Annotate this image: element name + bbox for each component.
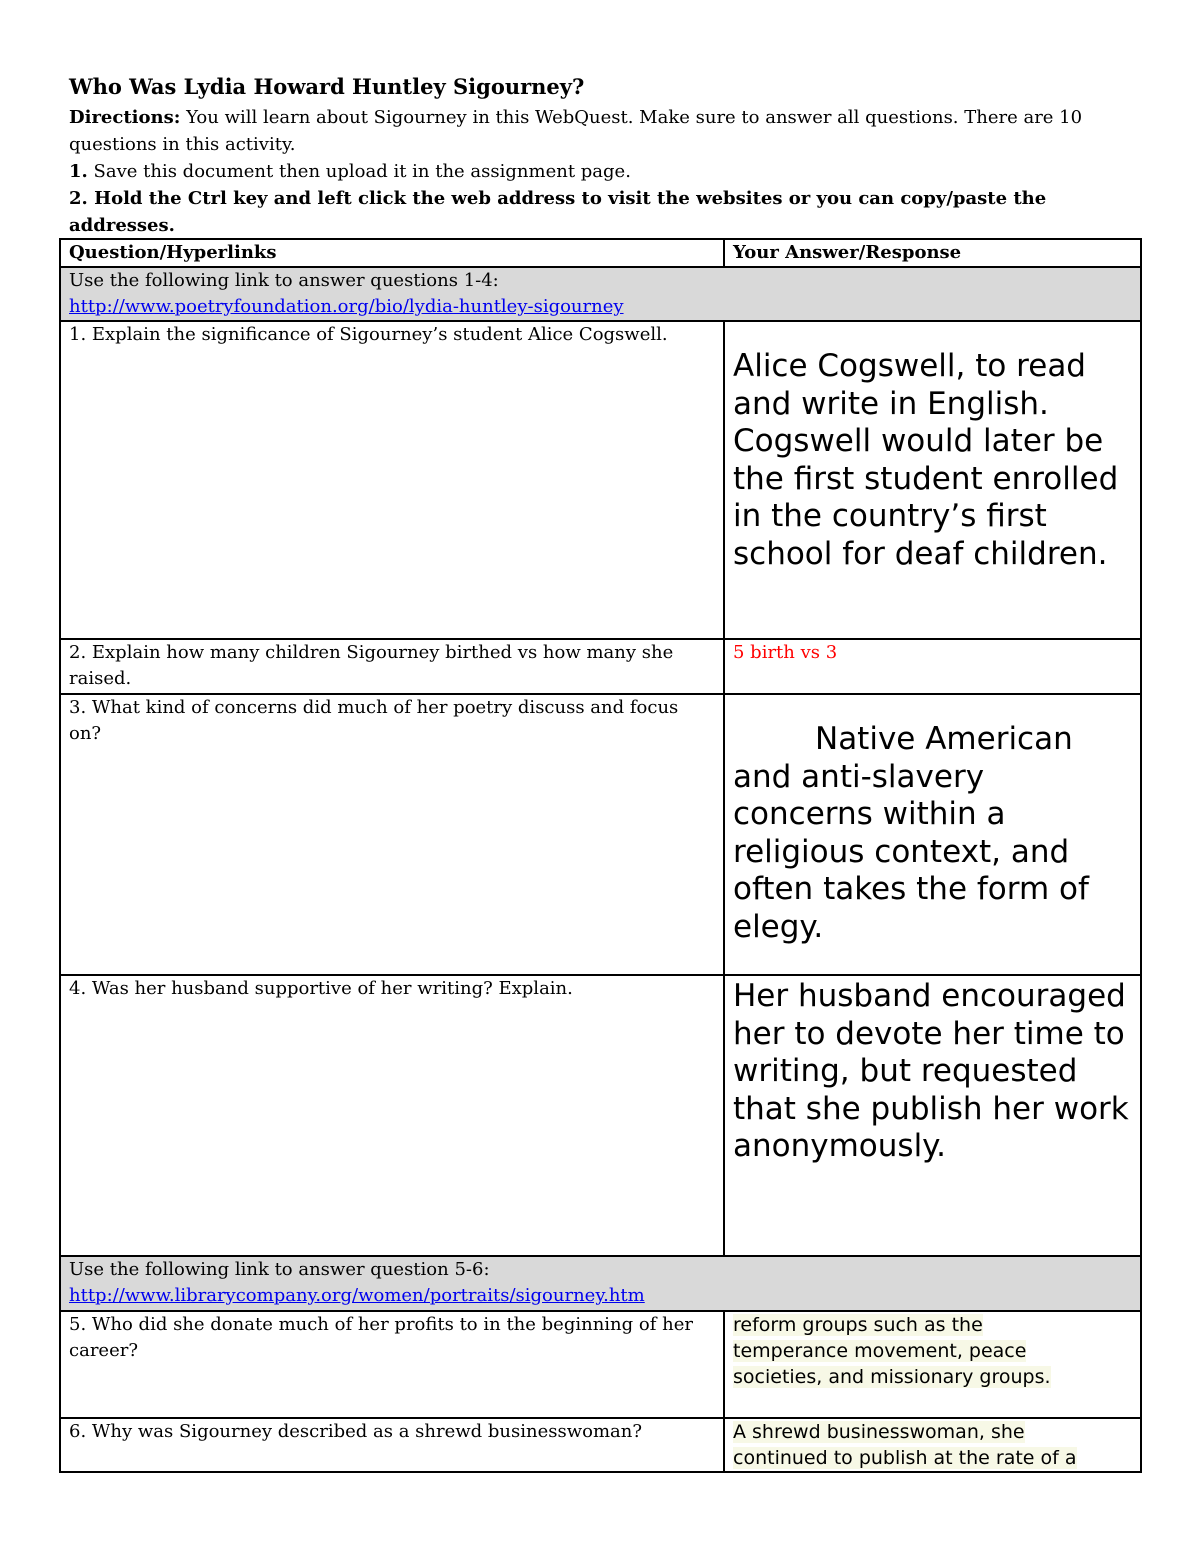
library-company-link[interactable]: http://www.librarycompany.org/women/portraits/sigourney.htm bbox=[69, 1285, 645, 1306]
webquest-table bbox=[59, 238, 1142, 1473]
directions-block bbox=[69, 104, 1149, 239]
answer-5 bbox=[733, 1312, 1132, 1390]
answer-1-cell[interactable] bbox=[724, 321, 1141, 639]
directions-text: You will learn about Sigourney in this WebQuest. Make sure to answer all questions. There are 10 questions in this activity. bbox=[69, 107, 1083, 155]
table-row bbox=[60, 975, 1141, 1256]
section-1-instruction: Use the following link to answer questions 1-4: bbox=[69, 270, 499, 291]
answer-5-line: reform groups such as the bbox=[733, 1314, 983, 1336]
table-row bbox=[60, 1418, 1141, 1472]
step-1-number: 1. bbox=[69, 161, 88, 182]
answer-6 bbox=[733, 1419, 1132, 1471]
section-1-cell bbox=[60, 267, 1141, 321]
table-row bbox=[60, 321, 1141, 639]
step-2-number: 2. bbox=[69, 188, 88, 209]
answer-6-line: A shrewd businesswoman, she bbox=[733, 1421, 1025, 1443]
section-1-row bbox=[60, 267, 1141, 321]
answer-4-cell[interactable] bbox=[724, 975, 1141, 1256]
answer-4: Her husband encouraged her to devote her time to writing, but requested that she publish her work anonymously. bbox=[733, 978, 1129, 1165]
answer-1: Alice Cogswell, to read and write in English. Cogswell would later be the first student enrolled in the country’s first school for deaf children. bbox=[733, 348, 1119, 572]
directions-paragraph bbox=[69, 104, 1149, 158]
section-2-row bbox=[60, 1256, 1141, 1311]
table-header-row bbox=[60, 239, 1141, 267]
section-2-instruction: Use the following link to answer question 5-6: bbox=[69, 1259, 490, 1280]
poetry-foundation-link[interactable]: http://www.poetryfoundation.org/bio/lydia-huntley-sigourney bbox=[69, 296, 624, 317]
question-2: 2. Explain how many children Sigourney birthed vs how many she raised. bbox=[60, 639, 724, 694]
answer-3-cell[interactable] bbox=[724, 694, 1141, 975]
question-3: 3. What kind of concerns did much of her poetry discuss and focus on? bbox=[60, 694, 724, 975]
question-6: 6. Why was Sigourney described as a shrewd businesswoman? bbox=[60, 1418, 724, 1472]
answer-2: 5 birth vs 3 bbox=[733, 642, 838, 663]
header-question: Question/Hyperlinks bbox=[60, 239, 724, 267]
answer-5-line: societies, and missionary groups. bbox=[733, 1366, 1051, 1388]
table-row bbox=[60, 639, 1141, 694]
step-2-text: Hold the Ctrl key and left click the web address to visit the websites or you can copy/paste the addresses. bbox=[69, 188, 1047, 236]
question-1: 1. Explain the significance of Sigourney’s student Alice Cogswell. bbox=[60, 321, 724, 639]
table-row bbox=[60, 694, 1141, 975]
answer-2-cell[interactable] bbox=[724, 639, 1141, 694]
answer-5-line: temperance movement, peace bbox=[733, 1340, 1027, 1362]
step-1-text: Save this document then upload it in the assignment page. bbox=[87, 161, 631, 182]
step-2 bbox=[69, 185, 1149, 239]
answer-3: Native American and anti-slavery concerns within a religious context, and often takes the form of elegy. bbox=[733, 721, 1089, 945]
header-answer: Your Answer/Response bbox=[724, 239, 1141, 267]
question-4: 4. Was her husband supportive of her writing? Explain. bbox=[60, 975, 724, 1256]
answer-6-line: continued to publish at the rate of a bbox=[733, 1447, 1077, 1469]
section-2-cell bbox=[60, 1256, 1141, 1311]
document-title: Who Was Lydia Howard Huntley Sigourney? bbox=[69, 74, 585, 99]
step-1 bbox=[69, 158, 1149, 185]
directions-label: Directions: bbox=[69, 107, 181, 128]
answer-6-cell[interactable] bbox=[724, 1418, 1141, 1472]
table-row bbox=[60, 1311, 1141, 1418]
question-5: 5. Who did she donate much of her profits to in the beginning of her career? bbox=[60, 1311, 724, 1418]
answer-5-cell[interactable] bbox=[724, 1311, 1141, 1418]
